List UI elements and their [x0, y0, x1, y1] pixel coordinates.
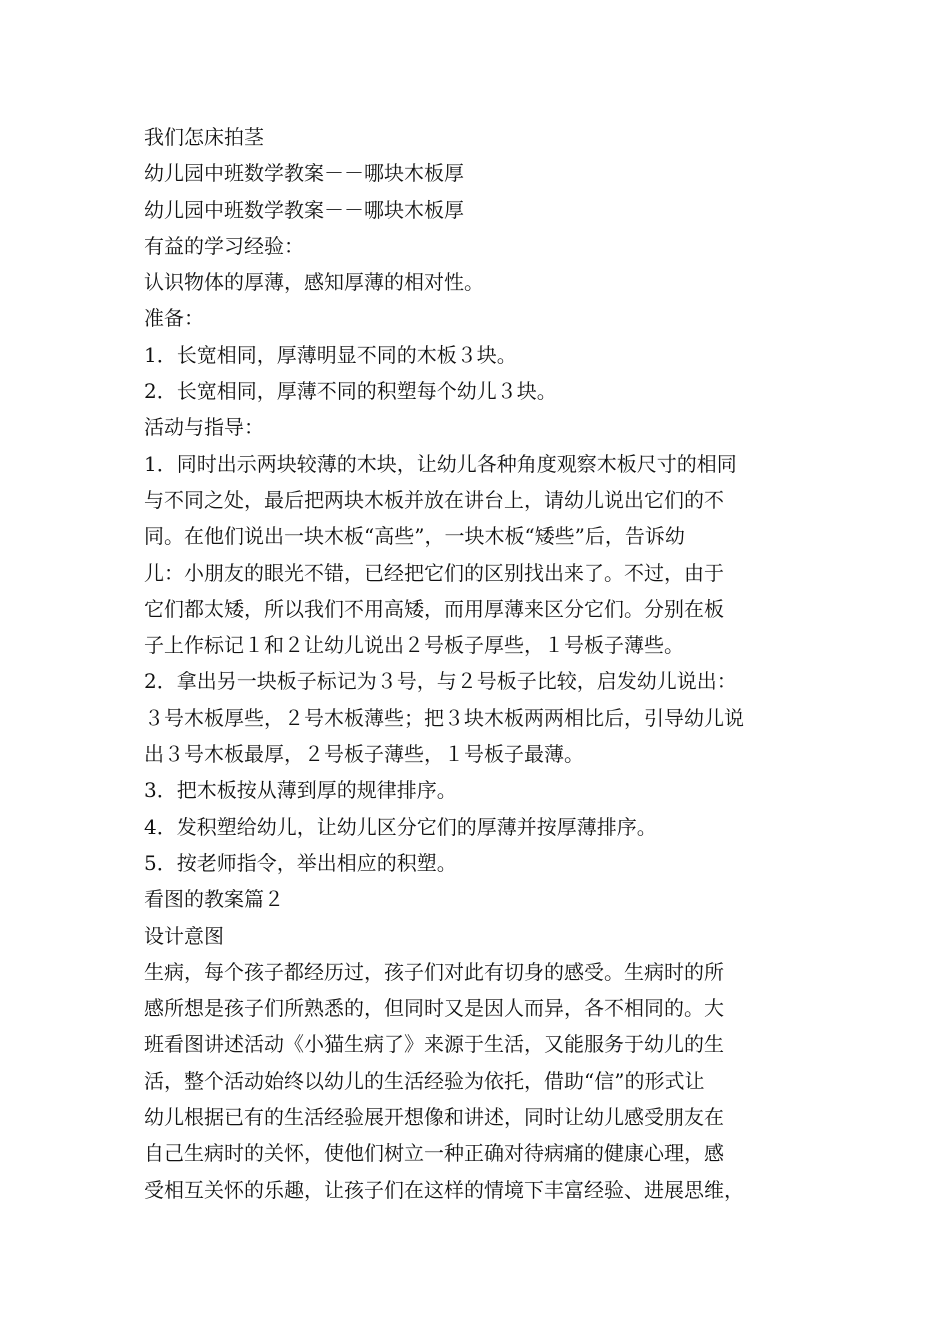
- list-item: 1．长宽相同，厚薄明显不同的木板３块。: [144, 342, 517, 367]
- text-line: 生病，每个孩子都经历过，孩子们对此有切身的感受。生病时的所: [144, 959, 724, 984]
- text-line: 儿：小朋友的眼光不错，已经把它们的区别找出来了。不过，由于: [144, 560, 724, 585]
- text-line: 受相互关怀的乐趣，让孩子们在这样的情境下丰富经验、进展思维，: [144, 1177, 744, 1202]
- section-heading-design-intent: 设计意图: [144, 923, 224, 948]
- heading-line: 我们怎床拍茎: [144, 125, 264, 149]
- list-item: 4．发积塑给幼儿，让幼儿区分它们的厚薄并按厚薄排序。: [144, 814, 657, 839]
- list-item: 3．把木板按从薄到厚的规律排序。: [144, 778, 457, 803]
- list-item: 2．长宽相同，厚薄不同的积塑每个幼儿３块。: [144, 379, 557, 404]
- text-line: 出３号木板最厚，２号板子薄些，１号板子最薄。: [144, 742, 584, 767]
- text-line: 班看图讲述活动《小猫生病了》来源于生活，又能服务于幼儿的生: [144, 1032, 724, 1057]
- section-heading-activity: 活动与指导：: [144, 415, 264, 440]
- text-line: 1．同时出示两块较薄的木块，让幼儿各种角度观察木板尺寸的相同: [144, 451, 737, 476]
- lesson-title: 幼儿园中班数学教案－－哪块木板厚: [144, 161, 464, 186]
- section-heading-lesson-2: 看图的教案篇２: [144, 887, 284, 912]
- lesson-title-repeat: 幼儿园中班数学教案－－哪块木板厚: [144, 197, 464, 222]
- text-line: 子上作标记１和２让幼儿说出２号板子厚些，１号板子薄些。: [144, 633, 684, 658]
- list-item: 5．按老师指令，举出相应的积塑。: [144, 850, 457, 875]
- text-line: ３号木板厚些，２号木板薄些；把３块木板两两相比后，引导幼儿说: [144, 705, 744, 730]
- section-heading-learning: 有益的学习经验：: [144, 233, 304, 258]
- text-line: 活，整个活动始终以幼儿的生活经验为依托，借助“信”的形式让: [144, 1068, 705, 1093]
- text-line: 幼儿根据已有的生活经验展开想像和讲述，同时让幼儿感受朋友在: [144, 1105, 724, 1130]
- text-line: 感所想是孩子们所熟悉的，但同时又是因人而异，各不相同的。大: [144, 996, 724, 1021]
- section-heading-preparation: 准备：: [144, 306, 204, 331]
- text-line: 自己生病时的关怀，使他们树立一种正确对待病痛的健康心理，感: [144, 1141, 724, 1166]
- text-line: 与不同之处，最后把两块木板并放在讲台上，请幼儿说出它们的不: [144, 487, 724, 512]
- text-line: 它们都太矮，所以我们不用高矮，而用厚薄来区分它们。分别在板: [144, 596, 724, 621]
- text-line: 认识物体的厚薄，感知厚薄的相对性。: [144, 270, 484, 295]
- text-line: 2．拿出另一块板子标记为３号，与２号板子比较，启发幼儿说出：: [144, 669, 737, 694]
- document-body: [144, 119, 834, 1208]
- text-line: 同。在他们说出一块木板“高些”，一块木板“矮些”后，告诉幼: [144, 524, 685, 549]
